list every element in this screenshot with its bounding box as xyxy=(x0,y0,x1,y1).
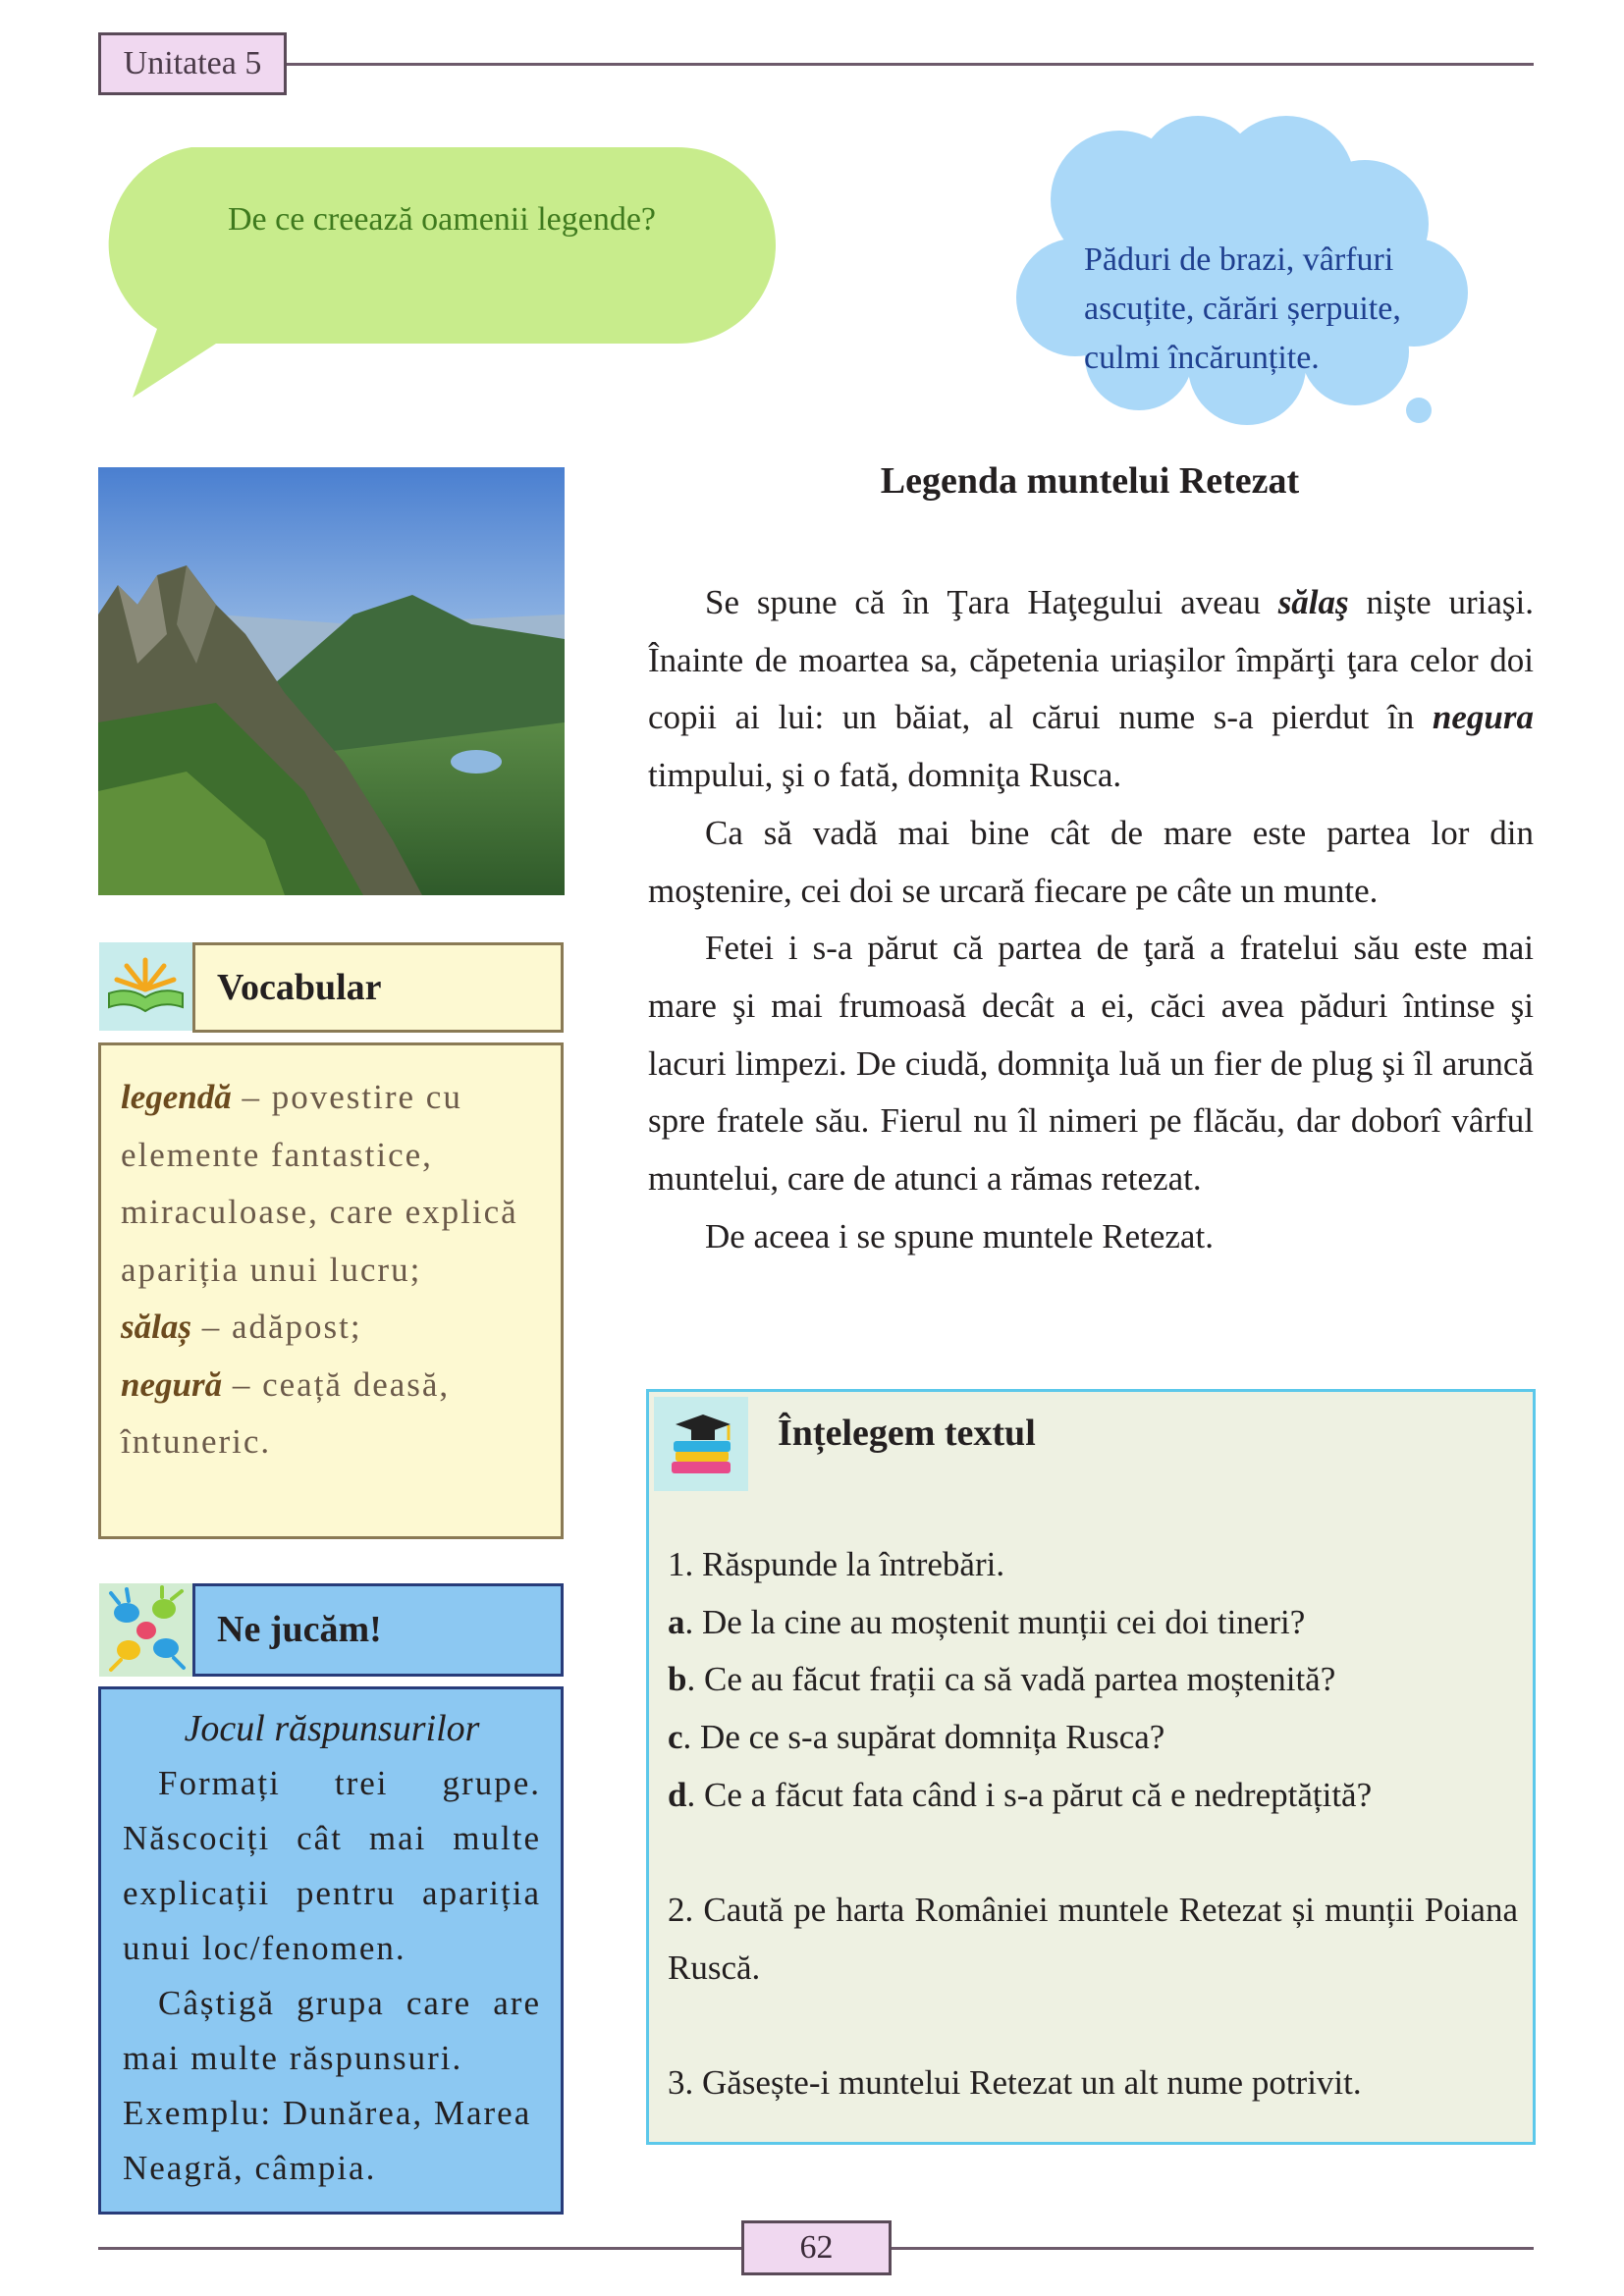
story-text-segment: Se spune că în Ţara Haţegului aveau xyxy=(705,583,1278,621)
mountain-photo xyxy=(98,467,565,895)
question-letter: b xyxy=(668,1660,687,1699)
comprehension-questions xyxy=(668,1536,1518,2112)
story-text-segment: nişte uriaşi. Înainte de moartea sa, căpetenia uriaşilor împărţi ţara celor doi copii ai lui: un băiat, al cărui nume s-a pierdut în xyxy=(648,583,1534,737)
cloud-line-3: culmi încărunțite. xyxy=(1084,340,1320,376)
speech-bubble xyxy=(98,147,776,402)
question-letter: d xyxy=(668,1775,687,1814)
books-graduation-cap-icon xyxy=(654,1397,748,1491)
question-item xyxy=(668,1651,1518,1709)
vocabular-box xyxy=(98,1042,564,1539)
colored-hands-icon xyxy=(99,1583,192,1677)
question-item xyxy=(668,1594,1518,1652)
unit-label: Unitatea 5 xyxy=(98,32,287,95)
game-title: Ne jucăm! xyxy=(192,1583,564,1677)
vocabular-title: Vocabular xyxy=(192,942,564,1033)
story-paragraph-3: Fetei i s-a părut că partea de ţară a fratelui său este mai mare şi mai frumoasă decât a ei, căci avea păduri întinse şi lacuri limpezi. De ciudă, domniţa luă un fier de plug şi îl aruncă spre fratele său. Fierul nu îl nimeri pe flăcău, dar doborî vârful muntelui, care de atunci a rămas retezat. xyxy=(648,929,1534,1199)
story-paragraph-1 xyxy=(648,574,1534,805)
question-text: . De ce s-a supărat domnița Rusca? xyxy=(682,1718,1165,1757)
question-item xyxy=(668,1767,1518,1825)
game-paragraph-1: Formați trei grupe. Născociți cât mai multe explicații pentru apariția unui loc/fenomen. xyxy=(123,1764,541,1967)
story-text xyxy=(648,574,1534,1265)
vocabular-entry xyxy=(121,1069,543,1299)
cloud-line-2: ascuțite, cărări șerpuite, xyxy=(1084,291,1401,327)
header-rule xyxy=(287,63,1534,66)
vocabular-entry xyxy=(121,1299,543,1357)
vocabular-word: legendă xyxy=(121,1078,232,1116)
open-book-icon xyxy=(99,942,192,1031)
comprehension-title: Înțelegem textul xyxy=(778,1413,1036,1454)
story-text-segment: timpului, şi o fată, domniţa Rusca. xyxy=(648,756,1122,795)
game-box xyxy=(98,1686,564,2215)
question-letter: c xyxy=(668,1718,683,1757)
game-paragraph-2: Câștigă grupa care are mai multe răspunsuri. xyxy=(123,1984,541,2077)
game-example: Exemplu: Dunărea, Marea Neagră, câmpia. xyxy=(123,2094,532,2187)
page-number: 62 xyxy=(741,2220,892,2275)
question-letter: a xyxy=(668,1602,685,1641)
question-item xyxy=(668,1709,1518,1767)
vocabular-entry xyxy=(121,1357,543,1471)
story-paragraph-2: Ca să vadă mai bine cât de mare este partea lor din moştenire, cei doi se urcară fiecare pe câte un munte. xyxy=(648,813,1534,910)
vocabular-definition: – povestire cu elemente fantastice, miraculoase, care explică apariția unui lucru; xyxy=(121,1078,518,1289)
vocabular-word: negură xyxy=(121,1364,223,1404)
question-3: 3. Găsește-i muntelui Retezat un alt nume potrivit. xyxy=(668,2063,1362,2103)
story-paragraph-4: De aceea i se spune muntele Retezat. xyxy=(705,1216,1214,1255)
story-title: Legenda muntelui Retezat xyxy=(880,460,1300,502)
speech-bubble-text: De ce creează oamenii legende? xyxy=(227,201,657,238)
thought-cloud-text xyxy=(1084,236,1457,383)
vocabular-word: sălaș xyxy=(121,1308,191,1346)
vocabular-definition: – adăpost; xyxy=(190,1308,362,1346)
cloud-line-1: Păduri de brazi, vârfuri xyxy=(1084,241,1394,278)
game-subtitle: Jocul răspunsurilor xyxy=(184,1708,480,1749)
question-2: 2. Caută pe harta României muntele Retezat și munții Poiana Ruscă. xyxy=(668,1891,1518,1987)
vocabular-definition: – ceață deasă, întuneric. xyxy=(121,1364,451,1461)
question-1: 1. Răspunde la întrebări. xyxy=(668,1545,1005,1583)
question-text: . Ce au făcut frații ca să vadă partea moștenită? xyxy=(686,1660,1336,1699)
vocabulary-word-negura: negura xyxy=(1432,698,1534,737)
vocabulary-word-salas: sălaş xyxy=(1277,583,1349,621)
question-text: . Ce a făcut fata când i s-a părut că e nedreptățită? xyxy=(686,1775,1373,1814)
question-text: . De la cine au moștenit munții cei doi tineri? xyxy=(684,1602,1306,1641)
